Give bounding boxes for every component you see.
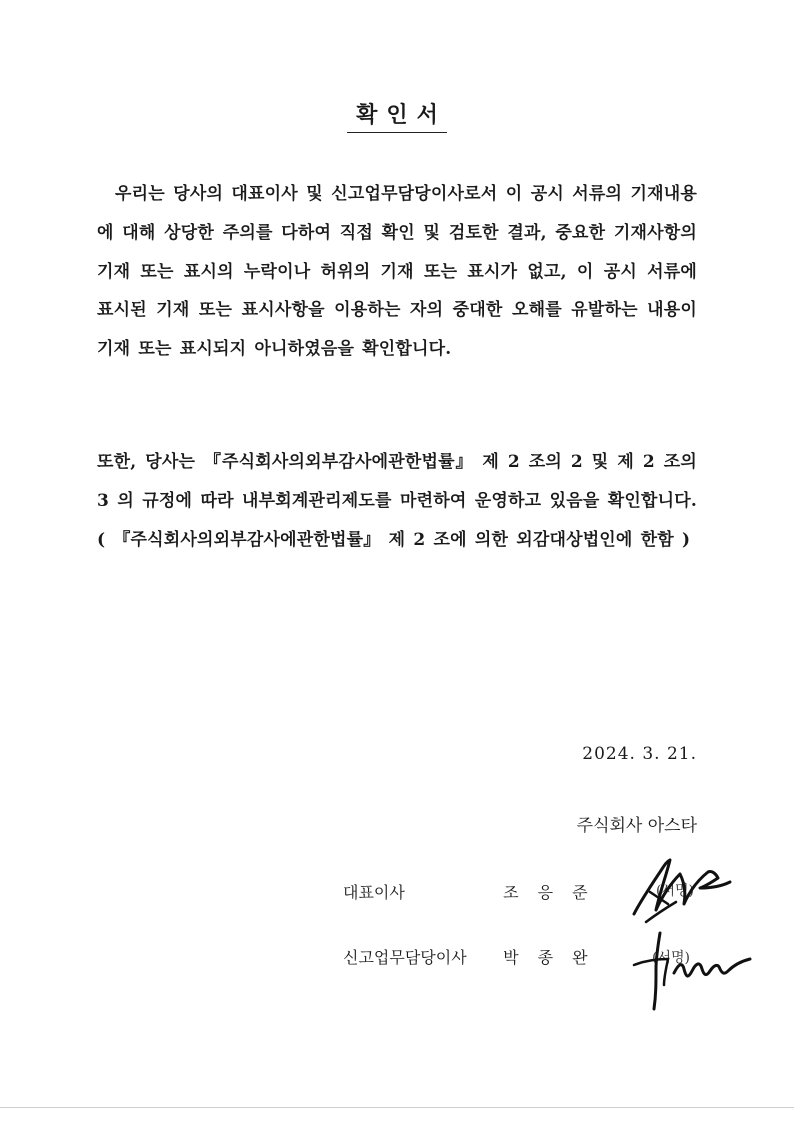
document-date: 2024. 3. 21. xyxy=(582,744,697,764)
signatory-disclosure-officer xyxy=(343,945,595,968)
internal-control-paragraph: 또한, 당사는 『주식회사의외부감사에관한법률』 제 2 조의 2 및 제 2 조의 3 의 규정에 따라 내부회계관리제도를 마련하여 운영하고 있음을 확인합니다. ( 『주식회사의외부감사에관한법률』 제 2 조에 의한 외감대상법인에 한함 ) xyxy=(97,452,697,550)
handwritten-signature-ceo xyxy=(626,852,736,932)
document-title: 확인서 xyxy=(0,98,794,133)
signatory-role: 대표이사 xyxy=(343,883,405,902)
signatory-ceo xyxy=(343,880,595,903)
signature-mark-label: (서명) xyxy=(652,950,690,966)
signatory-name: 박 종 완 xyxy=(503,948,595,967)
signatory-name: 조 응 준 xyxy=(503,883,595,902)
page-bottom-edge xyxy=(0,1107,794,1108)
handwritten-signature-disclosure-officer xyxy=(630,925,760,1015)
signatory-role: 신고업무담당이사 xyxy=(343,948,467,967)
company-name: 주식회사 아스타 xyxy=(576,816,697,836)
signature-mark-label: (서명) xyxy=(656,883,694,899)
confirmation-paragraph: 우리는 당사의 대표이사 및 신고업무담당이사로서 이 공시 서류의 기재내용에 대해 상당한 주의를 다하여 직접 확인 및 검토한 결과, 중요한 기재사항의 기재 또는 표시의 누락이나 허위의 기재 또는 표시가 없고, 이 공시 서류에 표시된 기재 또는 표시사항을 이용하는 자의 중대한 오해를 유발하는 내용이 기재 또는 표시되지 아니하였음을 확인합니다. xyxy=(97,184,697,360)
